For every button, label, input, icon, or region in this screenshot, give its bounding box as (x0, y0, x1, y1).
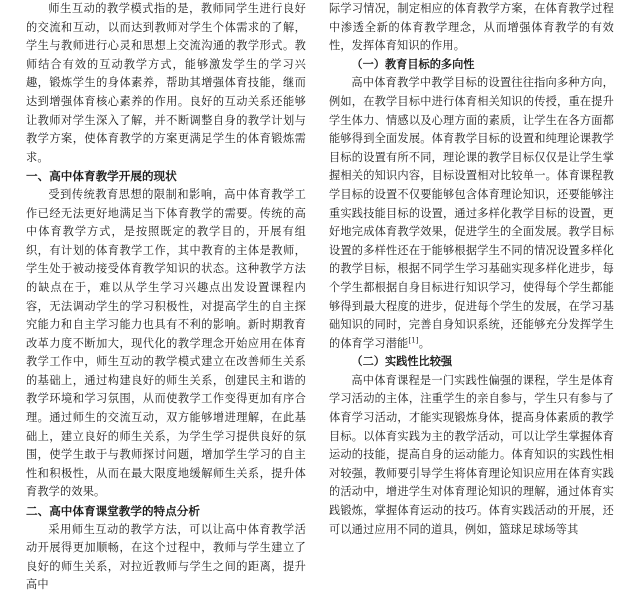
left-column (26, 0, 306, 592)
practice-paragraph: 高中体育课程是一门实践性偏强的课程，学生是体育学习活动的主体，注重学生的亲自参与，学生只有参与了体育学习活动，才能实现锻炼身体，提高身体素质的教学目标。以体育实践为主的教学活动，可以让学生掌握体育运动的技能，提高自身的运动能力。体育知识的实践性相对较强，教师要引导学生将体育理论知识应用在体育实践的活动中，增进学生对体育理论知识的理解，通过体育实践锻炼，掌握体育运动的技巧。体育实践活动的开展，还可以通过应用不同的道具，例如，篮球足球场等其 (329, 373, 614, 536)
goals-text: 高中体育教学中教学目标的设置往往指向多种方向，例如，在教学目标中进行体育相关知识的传授，重在提升学生体力、情感以及心理方面的素质，让学生在各方面都能够得到全面发展。体育教学目标的设置和纯理论课教学目标的设置有所不同，理论课的教学目标仅仅是让学生掌握相关的知识内容，目标设置相对比较单一。体育课程教学目标的设置不仅要能够包含体育理论知识，还要能够注重实践技能目标的设置，通过多样化教学目标的设置，更好地完成体育教学效果，促进学生的全面发展。教学目标设置的多样性还在于能够根据学生不同的情况设置多样化的教学目标，根据不同学生学习基础实现多样化进步，每个学生都根据自身目标进行知识学习，使得每个学生都能够得到最大程度的进步，促进每个学生的发展，在学习基础知识的同时，完善自身知识系统，还能够充分发挥学生的体育学习潜能 (329, 76, 614, 350)
section-heading-status: 一、高中体育教学开展的现状 (26, 169, 177, 184)
features-paragraph: 采用师生互动的教学方法，可以让高中体育教学活动开展得更加顺畅，在这个过程中，教师与学生建立了良好的师生关系，对拉近教师与学生之间的距离，提升高中 (26, 522, 306, 592)
goals-paragraph (329, 74, 614, 353)
section-heading-features: 二、高中体育课堂教学的特点分析 (26, 504, 200, 519)
citation-ref: [1] (408, 335, 419, 344)
right-column (329, 0, 614, 560)
subheading-practice: （二）实践性比较强 (351, 355, 453, 369)
status-paragraph: 受到传统教育思想的限制和影响，高中体育教学工作已经无法更好地满足当下体育教学的需要。传统的高中体育教学方式，是按照既定的教学目的，开展有组织，有计划的体育教学工作，其中教育的主体是教师，学生处于被动接受体育教学知识的状态。这种教学方法的缺点在于，难以从学生学习兴趣点出发设置课程内容，无法调动学生的学习积极性，对提高学生的自主探究能力和自主学习能力也具有不利的影响。新时期教育改革力度不断加大，现代化的教学理念开始应用在体育教学工作中，师生互动的教学模式建立在改善师生关系的基础上，通过构建良好的师生关系，创建民主和谐的教学环境和学习氛围，从而使教学工作变得更加有序合理。通过师生的交流互动，双方能够增进理解，在此基础上，建立良好的师生关系，为学生学习提供良好的氛围，使学生敢于与教师探讨问题，增加学生学习的自主性和积极性，从而在最大限度地缓解师生关系，提升体育教学的效果。 (26, 187, 306, 499)
continued-paragraph: 际学习情况，制定相应的体育教学方案，在体育教学过程中渗透全新的体育教学理念，从而增强体育教学的有效性，发挥体育知识的作用。 (329, 2, 614, 53)
subheading-goals: （一）教育目标的多向性 (351, 57, 475, 71)
intro-paragraph: 师生互动的教学模式指的是，教师同学生进行良好的交流和互动，以而达到教师对学生个体需求的了解，学生与教师进行心灵和思想上交流沟通的教学形式。教师结合有效的互动教学方式，能够激发学生的学习兴趣，锻炼学生的身体素养，帮助其增强体育技能，继而达到增强体育核心素养的作用。良好的互动关系还能够让教师对学生深入了解，并不断调整自身的教学计划与教学方案，使体育教学的方案更满足学生的体育锻炼需求。 (26, 2, 306, 164)
goals-end: 。 (418, 336, 431, 350)
